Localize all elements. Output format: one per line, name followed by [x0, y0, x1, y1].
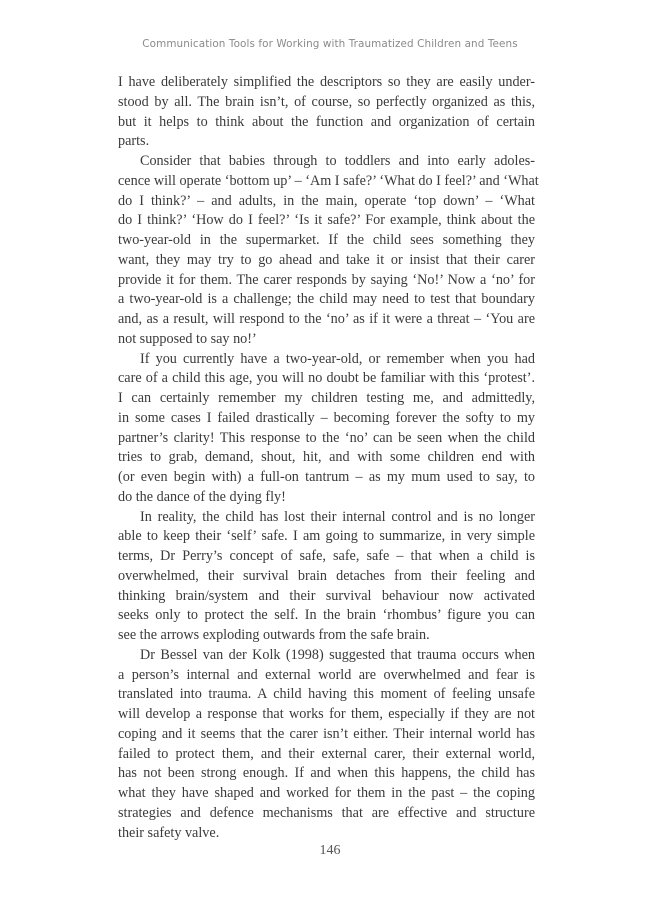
text-line: Dr Bessel van der Kolk (1998) suggested that trauma occurs when [140, 646, 535, 663]
text-line: see the arrows exploding outwards from the safe brain. [118, 627, 430, 643]
text-line: and, as a result, will respond to the ‘no’ as if it were a threat – ‘You are [118, 311, 535, 327]
text-line: I have deliberately simplified the descriptors so they are easily under- [118, 74, 535, 90]
text-line: do the dance of the dying fly! [118, 488, 286, 505]
text-line: cence will operate ‘bottom up’ – ‘Am I safe?’ ‘What do I feel?’ and ‘What [118, 172, 539, 189]
text-line: able to keep their ‘self’ safe. I am going to summarize, in very simple [118, 528, 535, 545]
text-line: provide it for them. The carer responds by saying ‘No!’ Now a ‘no’ for [118, 271, 535, 288]
text-line: strategies and defence mechanisms that are effective and structure [118, 804, 535, 821]
paragraph [118, 508, 535, 646]
text-line: (or even begin with) a full-on tantrum – as my mum used to say, to [118, 469, 535, 485]
text-line: failed to protect them, and their external carer, their external world, [118, 745, 535, 762]
running-head: Communication Tools for Working with Traumatized Children and Teens [142, 38, 518, 50]
body-text [118, 73, 539, 843]
text-line: translated into trauma. A child having this moment of feeling unsafe [118, 686, 535, 703]
text-line: a two-year-old is a challenge; the child may need to test that boundary [118, 291, 535, 308]
text-line: coping and it seems that the carer isn’t either. Their internal world has [118, 725, 535, 742]
text-line: terms, Dr Perry’s concept of safe, safe, safe – that when a child is [118, 548, 535, 564]
text-line: not supposed to say no!’ [118, 330, 257, 347]
text-line: what they have shaped and worked for them in the past – the coping [118, 785, 535, 801]
text-line: do I think?’ ‘How do I feel?’ ‘Is it safe?’ For example, think about the [118, 212, 535, 229]
text-line: their safety valve. [118, 824, 220, 841]
text-line: in some cases I failed drastically – becoming forever the softy to my [118, 409, 535, 426]
text-line: do I think?’ – and adults, in the main, operate ‘top down’ – ‘What [118, 192, 535, 209]
paragraph [118, 350, 535, 508]
text-line: parts. [118, 133, 150, 150]
text-line: want, they may try to go ahead and take it or insist that their carer [118, 251, 535, 268]
text-line: will develop a response that works for them, especially if they are not [118, 706, 535, 722]
text-line: care of a child this age, you will no doubt be familiar with this ‘protest’. [118, 370, 535, 387]
paragraph [118, 73, 535, 152]
text-line: If you currently have a two-year-old, or remember when you had [140, 350, 535, 367]
text-line: stood by all. The brain isn’t, of course, so perfectly organized as this, [118, 93, 535, 110]
text-line: thinking brain/system and their survival behaviour now activated [118, 587, 535, 604]
text-line: has not been strong enough. If and when this happens, the child has [118, 765, 535, 782]
text-line: seeks only to protect the self. In the brain ‘rhombus’ figure you can [118, 607, 535, 624]
text-line: but it helps to think about the function and organization of certain [118, 113, 535, 130]
paragraph [118, 152, 539, 350]
text-line: tries to grab, demand, shout, hit, and with some children end with [118, 449, 535, 466]
page-number: 146 [319, 843, 341, 858]
text-line: In reality, the child has lost their internal control and is no longer [140, 508, 535, 525]
text-line: a person’s internal and external world are overwhelmed and fear is [118, 666, 535, 683]
text-line: overwhelmed, their survival brain detaches from their feeling and [118, 567, 535, 584]
text-line: I can certainly remember my children testing me, and admittedly, [118, 390, 535, 406]
text-line: Consider that babies through to toddlers and into early adoles- [140, 153, 535, 169]
text-line: partner’s clarity! This response to the ‘no’ can be seen when the child [118, 429, 535, 446]
text-line: two-year-old in the supermarket. If the child sees something they [118, 232, 535, 248]
paragraph [118, 646, 535, 844]
